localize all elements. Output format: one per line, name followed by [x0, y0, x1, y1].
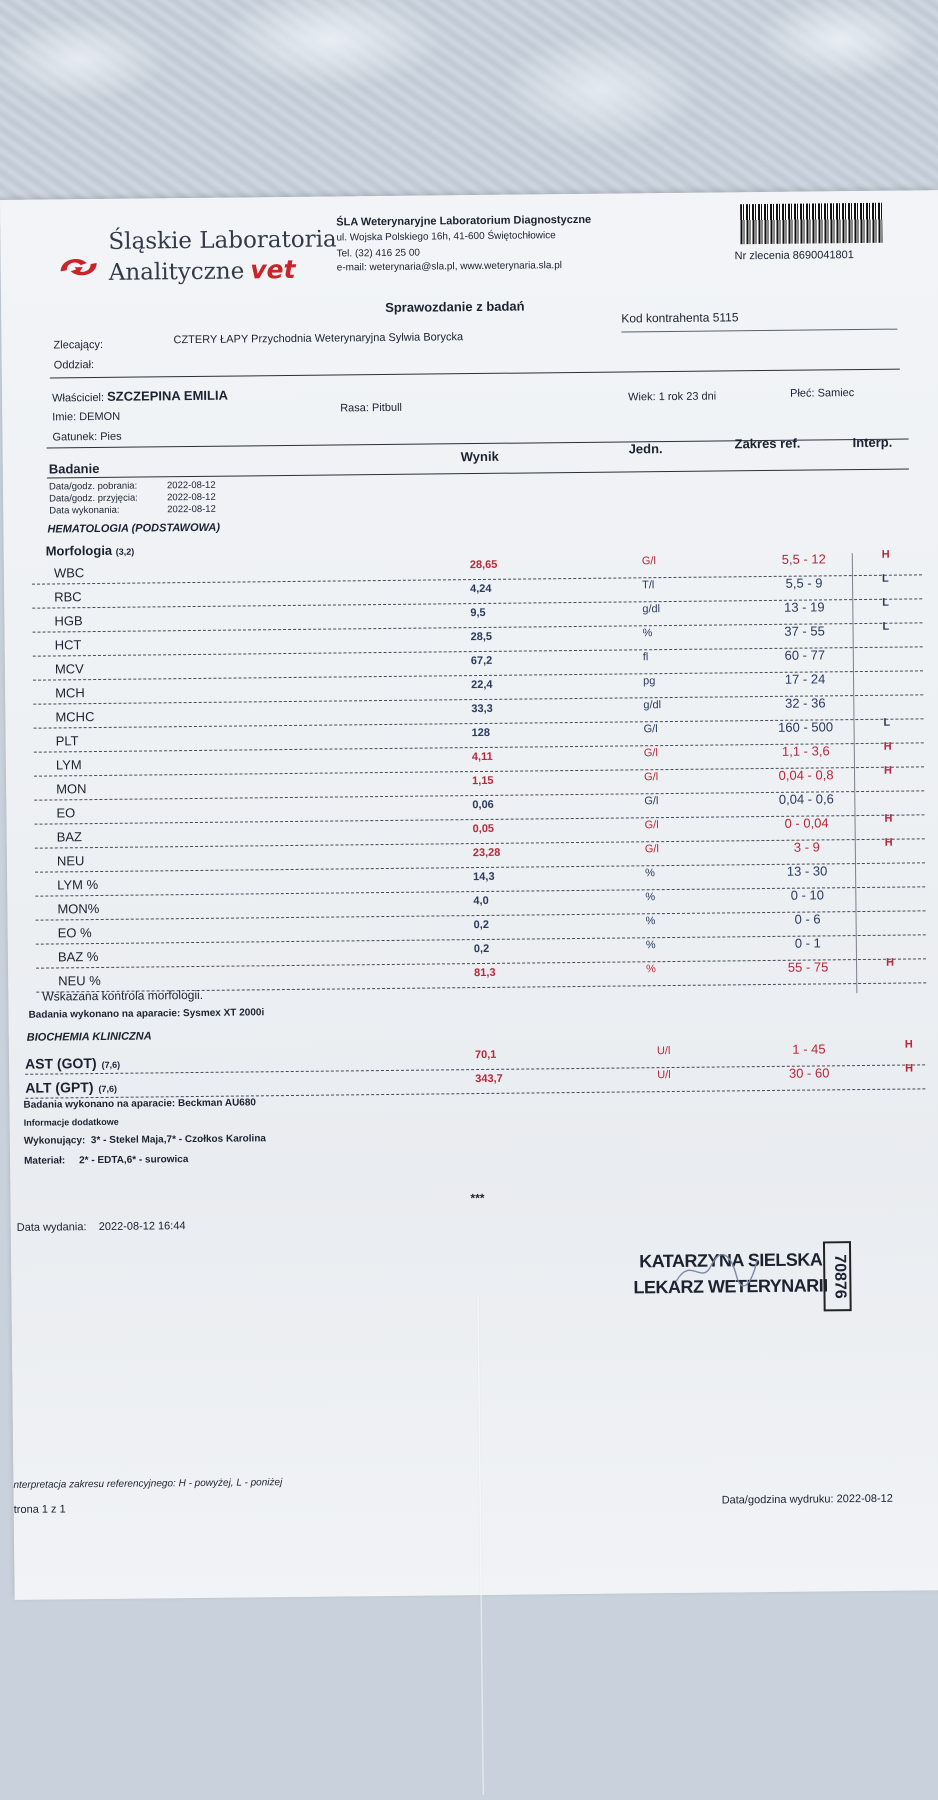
animal-species: Pies	[100, 430, 122, 443]
animal-breed: Rasa: Pitbull	[340, 401, 403, 415]
test-result: 128	[471, 726, 491, 740]
logo-line2-text: Analityczne	[108, 258, 245, 286]
test-range: 3 - 9	[793, 839, 820, 855]
test-name: MCV	[54, 661, 84, 677]
morphology-ref: (3,2)	[115, 546, 135, 557]
test-name: HGB	[54, 613, 83, 629]
col-range: Zakres ref.	[734, 435, 801, 452]
orderer-label: Zlecający:	[53, 338, 104, 352]
test-range: 32 - 36	[784, 695, 826, 711]
test-unit: T/l	[642, 579, 655, 592]
test-interp: H	[883, 740, 892, 753]
page-number: trona 1 z 1	[13, 1503, 66, 1516]
animal-name: DEMON	[79, 410, 121, 424]
test-range: 60 - 77	[784, 647, 826, 663]
test-unit: pg	[643, 675, 656, 688]
order-number: Nr zlecenia 8690041801	[734, 249, 854, 263]
species-label: Gatunek:	[52, 430, 98, 444]
test-interp: L	[883, 716, 891, 729]
test-range: 1 - 45	[792, 1041, 826, 1057]
test-result: 4,11	[471, 750, 493, 764]
test-ref: (7,6)	[98, 1083, 118, 1095]
test-unit: g/dl	[642, 603, 661, 616]
test-interp: L	[882, 596, 890, 609]
test-ref: (7,6)	[101, 1059, 121, 1070]
contractor-underline	[621, 329, 897, 333]
date-label: Data wykonania:	[49, 504, 120, 517]
extra-info: Informacje dodatkowe	[23, 1116, 119, 1128]
name-label: Imie:	[52, 411, 77, 424]
test-range: 5,5 - 9	[785, 575, 823, 591]
test-range: 30 - 60	[788, 1065, 830, 1081]
owner-name: SZCZEPINA EMILIA	[106, 387, 229, 404]
test-name: MCH	[55, 685, 85, 701]
performers: Wykonujący: 3* - Stekel Maja,7* - Czołkos Karolina	[23, 1133, 267, 1147]
header-divider	[50, 369, 900, 379]
test-result: 0,2	[473, 918, 489, 932]
date-block	[49, 480, 216, 518]
lab-phone: Tel. (32) 416 25 00	[336, 247, 421, 260]
test-interp: L	[882, 620, 890, 633]
lab-name: ŚLA Weterynaryjne Laboratorium Diagnostyczne	[336, 213, 592, 229]
test-unit: %	[645, 939, 656, 952]
test-result: 0,05	[472, 822, 495, 836]
test-name: LYM	[55, 757, 82, 773]
owner-row	[52, 388, 228, 405]
department-label: Oddział:	[53, 359, 95, 372]
hematology-note: Wskazana kontrola morfologii.	[42, 987, 204, 1004]
morphology-group	[46, 543, 135, 559]
test-interp: H	[905, 1062, 914, 1075]
test-interp: H	[885, 956, 895, 969]
test-unit: fl	[642, 651, 649, 664]
test-result: 22,4	[471, 678, 493, 692]
date-value: 2022-08-12	[167, 503, 216, 516]
test-range: 0,04 - 0,8	[778, 767, 834, 783]
test-result: 28,65	[469, 558, 498, 572]
date-label: Data/godz. przyjęcia:	[49, 492, 138, 505]
test-result: 1,15	[472, 774, 494, 788]
lab-address: ul. Wojska Polskiego 16h, 41-600 Świętochłowice	[336, 230, 556, 244]
paper-fold	[476, 1295, 484, 1795]
test-result: 81,3	[474, 966, 496, 980]
test-interp: H	[881, 548, 890, 561]
test-name: NEU %	[58, 972, 101, 989]
material: Materiał: 2* - EDTA,6* - surowica	[24, 1154, 189, 1167]
test-name: WBC	[53, 565, 85, 581]
test-name: ALT (GPT)	[25, 1079, 94, 1096]
logo-line2	[109, 255, 296, 286]
col-test: Badanie	[48, 460, 100, 477]
test-range: 5,5 - 12	[781, 551, 826, 567]
test-result: 67,2	[470, 654, 493, 668]
issue-date: Data wydania: 2022-08-12 16:44	[16, 1220, 186, 1234]
col-unit: Jedn.	[628, 441, 663, 457]
test-result: 70,1	[474, 1048, 497, 1062]
report-title: Sprawozdanie z badań	[385, 298, 525, 315]
test-result: 343,7	[475, 1072, 503, 1086]
contractor-code: Kod kontrahenta 5115	[621, 310, 739, 326]
test-unit: %	[646, 963, 656, 976]
test-unit: G/l	[643, 747, 658, 760]
test-unit: %	[645, 891, 656, 904]
test-unit: G/l	[644, 843, 659, 856]
test-name: MCHC	[55, 709, 95, 725]
test-name: MON%	[57, 900, 100, 917]
date-row	[49, 504, 216, 518]
test-result: 4,24	[470, 582, 492, 596]
test-name: PLT	[55, 733, 79, 749]
logo-line1: Śląskie Laboratoria	[108, 226, 337, 255]
test-unit: %	[642, 627, 653, 640]
test-unit: G/l	[644, 771, 659, 784]
name-row	[52, 411, 120, 424]
col-result: Wynik	[460, 448, 499, 465]
interp-legend: nterpretacja zakresu referencyjnego: H - powyżej, L - poniżej	[13, 1477, 283, 1491]
test-range: 0,04 - 0,6	[778, 791, 834, 807]
test-name: MON	[56, 781, 87, 797]
test-unit: G/l	[644, 795, 659, 808]
hematology-device: Badania wykonano na aparacie: Sysmex XT 2000i	[28, 1007, 265, 1021]
test-unit: U/l	[657, 1069, 671, 1082]
test-name: BAZ	[56, 829, 83, 845]
test-range: 0 - 0,04	[784, 815, 829, 831]
test-result: 14,3	[473, 870, 495, 884]
test-name: AST (GOT)	[24, 1055, 97, 1072]
table-header-bottom-line	[47, 468, 909, 478]
test-result: 33,3	[471, 702, 493, 716]
test-range: 13 - 19	[783, 599, 825, 615]
test-range: 160 - 500	[778, 719, 834, 735]
test-name: EO	[56, 805, 76, 821]
test-name: HCT	[54, 637, 82, 653]
test-range: 37 - 55	[784, 623, 825, 639]
order-barcode	[740, 203, 882, 244]
test-unit: %	[645, 867, 655, 880]
test-unit: g/dl	[643, 699, 662, 712]
test-name-group	[25, 1079, 117, 1096]
test-interp: H	[884, 836, 893, 849]
animal-sex: Płeć: Samiec	[790, 387, 855, 400]
separator: ***	[470, 1190, 485, 1206]
test-unit: G/l	[644, 819, 659, 832]
stamp-number: 70876	[823, 1241, 852, 1311]
lab-email: e-mail: weterynaria@sla.pl, www.weterynaria.sla.pl	[336, 260, 563, 274]
lab-logo-icon	[57, 249, 101, 285]
signature-name: KATARZYNA SIELSKA	[639, 1249, 823, 1272]
test-range: 0 - 6	[794, 911, 821, 927]
test-unit: G/l	[641, 555, 656, 568]
test-range: 0 - 1	[794, 935, 821, 951]
test-result: 23,28	[472, 846, 501, 860]
test-range: 55 - 75	[787, 959, 829, 975]
test-interp: H	[884, 812, 893, 825]
test-range: 17 - 24	[784, 671, 826, 687]
test-result: 0,06	[472, 798, 494, 812]
hematology-section-title: HEMATOLOGIA (PODSTAWOWA)	[47, 521, 221, 536]
test-interp: H	[904, 1038, 913, 1051]
col-interp: Interp.	[852, 434, 893, 451]
morphology-title: Morfologia	[45, 542, 113, 559]
test-unit: U/l	[656, 1045, 671, 1058]
biochemistry-device: Badania wykonano na aparacie: Beckman AU680	[23, 1097, 257, 1111]
handwritten-signature-icon	[671, 1250, 761, 1291]
test-name: NEU	[56, 853, 85, 869]
date-value: 2022-08-12	[167, 491, 216, 504]
test-result: 0,2	[473, 942, 490, 956]
test-range: 0 - 10	[790, 887, 825, 903]
test-name-group	[25, 1055, 120, 1072]
test-name: RBC	[54, 589, 82, 605]
biochemistry-section-title: BIOCHEMIA KLINICZNA	[26, 1030, 152, 1044]
animal-age: Wiek: 1 rok 23 dni	[628, 390, 717, 404]
orderer-value: CZTERY ŁAPY Przychodnia Weterynaryjna Sylwia Borycka	[173, 331, 464, 347]
test-result: 28,5	[470, 630, 493, 644]
owner-label: Właściciel:	[52, 391, 105, 405]
date-label: Data/godz. pobrania:	[48, 480, 138, 493]
test-unit: %	[645, 915, 656, 928]
date-value: 2022-08-12	[166, 479, 216, 492]
test-range: 13 - 30	[786, 863, 828, 879]
test-result: 4,0	[473, 894, 489, 908]
test-name: BAZ %	[57, 949, 99, 965]
logo-vet-text: vet	[250, 254, 296, 285]
test-interp: L	[881, 572, 889, 585]
lab-report-sheet	[0, 190, 938, 1600]
test-range: 1,1 - 3,6	[781, 743, 830, 759]
test-result: 9,5	[470, 606, 486, 620]
test-interp: H	[883, 764, 893, 777]
test-name: EO %	[57, 925, 92, 941]
signature-title: LEKARZ WETERYNARII	[633, 1275, 828, 1298]
test-unit: G/l	[643, 723, 658, 736]
test-name: LYM %	[57, 877, 99, 893]
print-date: Data/godzina wydruku: 2022-08-12	[721, 1492, 893, 1507]
species-row	[52, 431, 121, 444]
